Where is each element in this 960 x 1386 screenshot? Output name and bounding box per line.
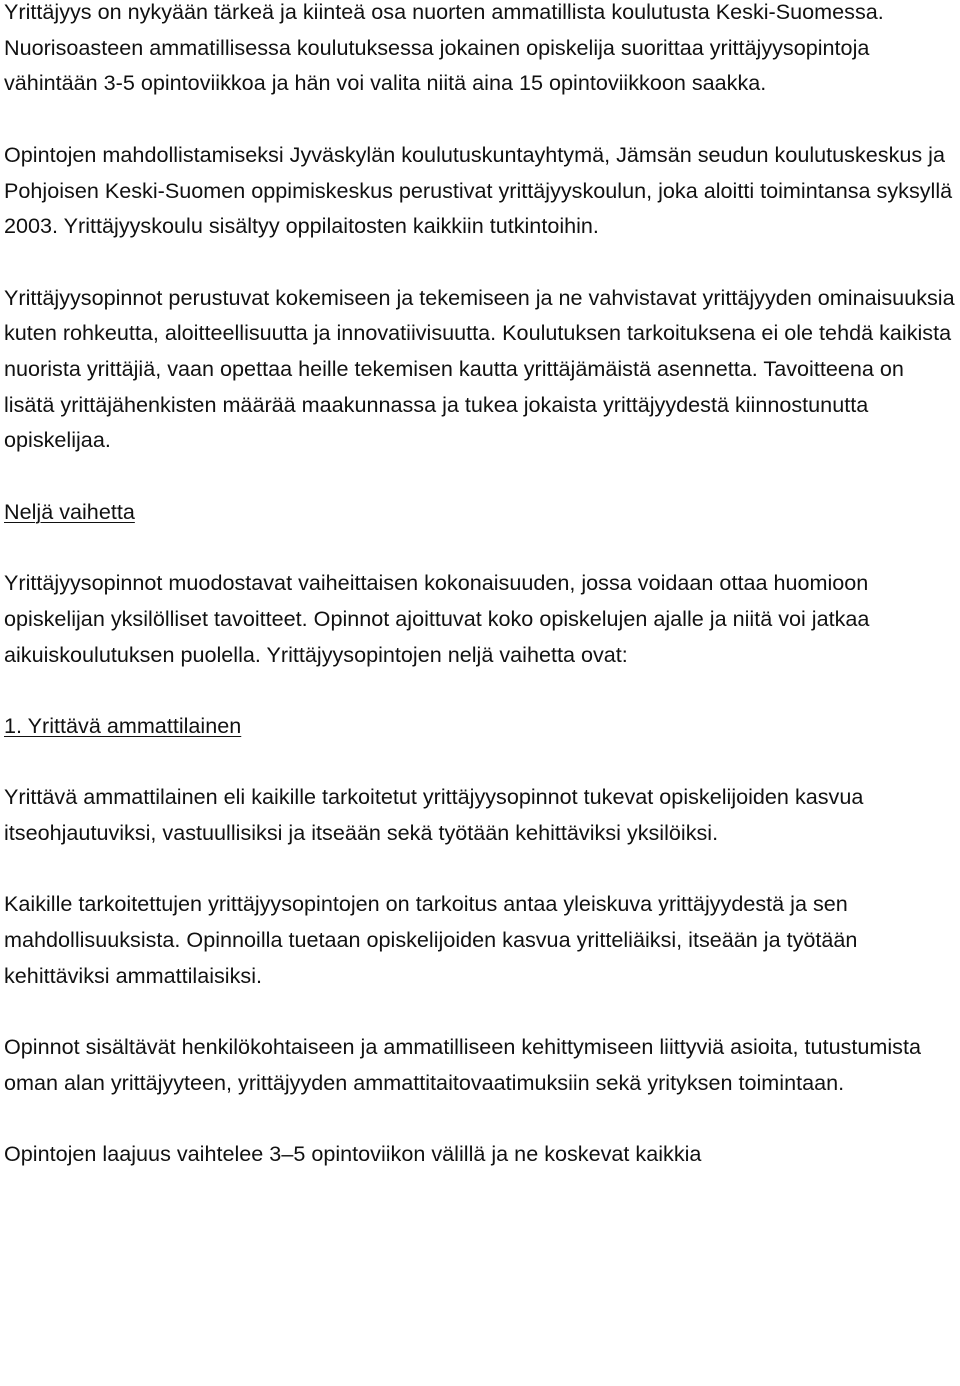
- paragraph-phase-1-description: Yrittävä ammattilainen eli kaikille tarkoitetut yrittäjyysopinnot tukevat opiskelijoiden kasvua itseohjautuviksi, vastuullisiksi ja itseään sekä työtään kehittäviksi yksilöiksi.: [4, 784, 864, 846]
- section-heading-phase-1: 1. Yrittävä ammattilainen: [4, 712, 242, 738]
- document-body: [4, 0, 960, 1208]
- paragraph-intro: Yrittäjyys on nykyään tärkeä ja kiinteä osa nuorten ammatillista koulutusta Keski-Suomessa. Nuorisoasteen ammatillisessa koulutuksessa jokainen opiskelija suorittaa yrittäjyysopintoja vähintään 3-5 opintoviikkoa ja hän voi valita niitä aina 15 opintoviikkoon saakka.: [4, 0, 884, 96]
- paragraph-phase-1-content: Opinnot sisältävät henkilökohtaiseen ja ammatilliseen kehittymiseen liittyviä asioita, tutustumista oman alan yrittäjyyteen, yrittäjyyden ammattitaitovaatimuksiin sekä yrityksen toimintaan.: [4, 1034, 921, 1095]
- paragraph-goals: Yrittäjyysopinnot perustuvat kokemiseen ja tekemiseen ja ne vahvistavat yrittäjyyden ominaisuuksia kuten rohkeutta, aloitteellisuutta ja innovatiivisuutta. Koulutuksen tarkoituksena ei ole tehdä kaikista nuorista yrittäjiä, vaan opettaa heille tekemisen kautta yrittäjämäistä asennetta. Tavoitteena on lisätä yrittäjähenkisten määrää maakunnassa ja tukea jokaista yrittäjyydestä kiinnostunutta opiskelijaa.: [4, 284, 955, 453]
- paragraph-phase-1-scope: Opintojen laajuus vaihtelee 3–5 opintoviikon välillä ja ne koskevat kaikkia: [4, 1141, 702, 1167]
- paragraph-phases-intro: Yrittäjyysopinnot muodostavat vaiheittaisen kokonaisuuden, jossa voidaan ottaa huomioon opiskelijan yksilölliset tavoitteet. Opinnot ajoittuvat koko opiskelujen ajalle ja niitä voi jatkaa aikuiskoulutuksen puolella. Yrittäjyysopintojen neljä vaihetta ovat:: [4, 570, 870, 667]
- paragraph-founding: Opintojen mahdollistamiseksi Jyväskylän koulutuskuntayhtymä, Jämsän seudun koulutuskeskus ja Pohjoisen Keski-Suomen oppimiskeskus perustivat yrittäjyyskoulun, joka aloitti toimintansa syksyllä 2003. Yrittäjyyskoulu sisältyy oppilaitosten kaikkiin tutkintoihin.: [4, 141, 953, 239]
- section-heading-four-phases: Neljä vaihetta: [4, 498, 135, 524]
- paragraph-phase-1-purpose: Kaikille tarkoitettujen yrittäjyysopintojen on tarkoitus antaa yleiskuva yrittäjyydestä ja sen mahdollisuuksista. Opinnoilla tuetaan opiskelijoiden kasvua yritteliäiksi, itseään ja työtään kehittäviksi ammattilaisiksi.: [4, 891, 858, 988]
